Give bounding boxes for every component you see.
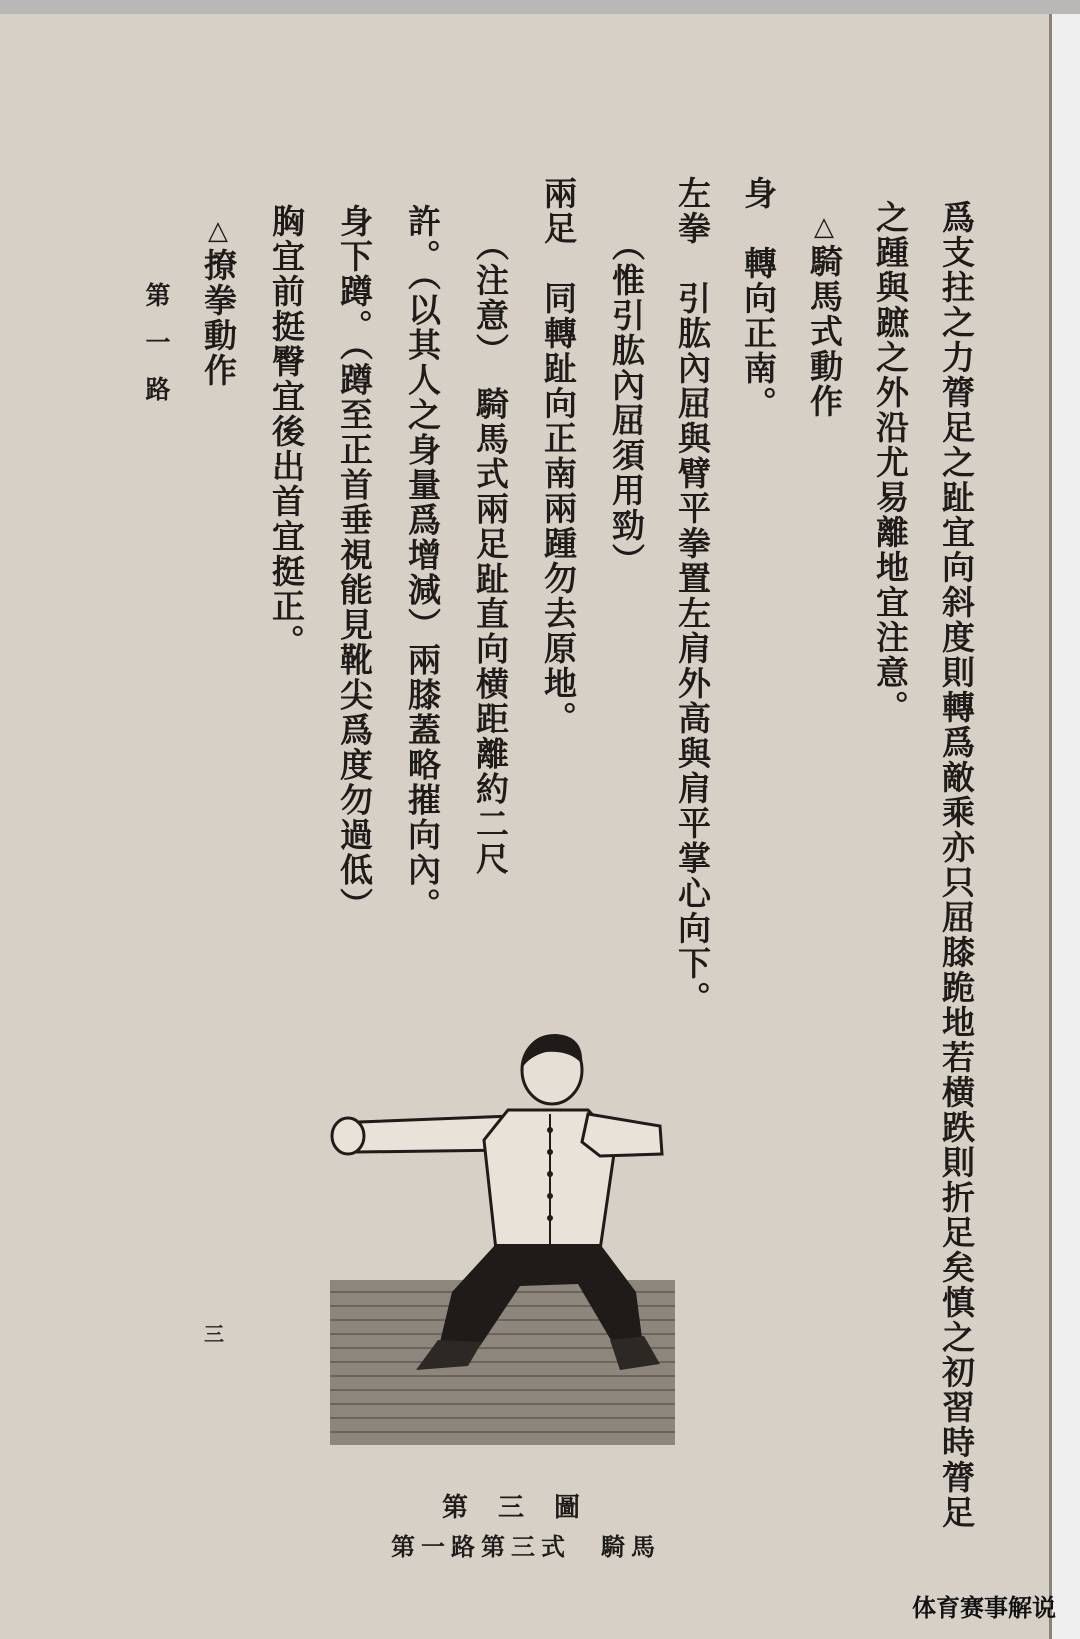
section-heading-raise-fist [200, 216, 236, 388]
text-column-feet: 兩足 同轉趾向正南兩踵勿去原地。 [539, 176, 578, 736]
text-column-body: 身 轉向正南。 [739, 176, 778, 421]
text-column-1: 爲支拄之力膂足之趾宜向斜度則轉爲敵乘亦只屈膝跪地若横跌則折足矣慎之初習時膂足 [937, 200, 976, 1530]
text-column-chest: 胸宜前挺臀宜後出首宜挺正。 [267, 204, 306, 659]
riding-horse-stance-illustration [320, 1030, 700, 1450]
heading-text: 撩拳動作 [199, 248, 238, 388]
bent-arm [582, 1114, 662, 1156]
text-column-attention: （注意） 騎馬式兩足趾直向横距離約二尺 [471, 228, 510, 877]
text-column-squat: 身下蹲。（蹲至正首垂視能見靴尖爲度勿過低） [335, 204, 374, 923]
text-column-left-fist: 左拳 引肱內屈與臂平拳置左肩外高與肩平掌心向下。 [673, 176, 712, 1016]
top-bar [0, 0, 1080, 14]
page-edge [1052, 14, 1080, 1639]
figure-caption-title: 第三圖 [441, 1493, 610, 1523]
fist [332, 1118, 364, 1154]
triangle-marker-icon: △ [203, 216, 233, 248]
triangle-marker-icon: △ [809, 212, 839, 244]
heading-text: 騎馬式動作 [805, 244, 844, 419]
figure-caption-subtitle: 第一路第三式 騎馬 [391, 1532, 661, 1561]
running-header: 第一路 [142, 282, 171, 423]
watermark-text: 体育赛事解说 [912, 1594, 1056, 1622]
section-heading-riding-horse [806, 212, 842, 419]
text-column-2: 之踵與蹠之外沿尤易離地宜注意。 [871, 200, 910, 725]
text-column-note-1: （惟引肱內屈須用勁） [607, 228, 646, 578]
page-number: 三 [204, 1322, 224, 1346]
text-column-knees: 許。（以其人之身量爲增減）兩膝蓋略摧向內。 [403, 204, 442, 923]
